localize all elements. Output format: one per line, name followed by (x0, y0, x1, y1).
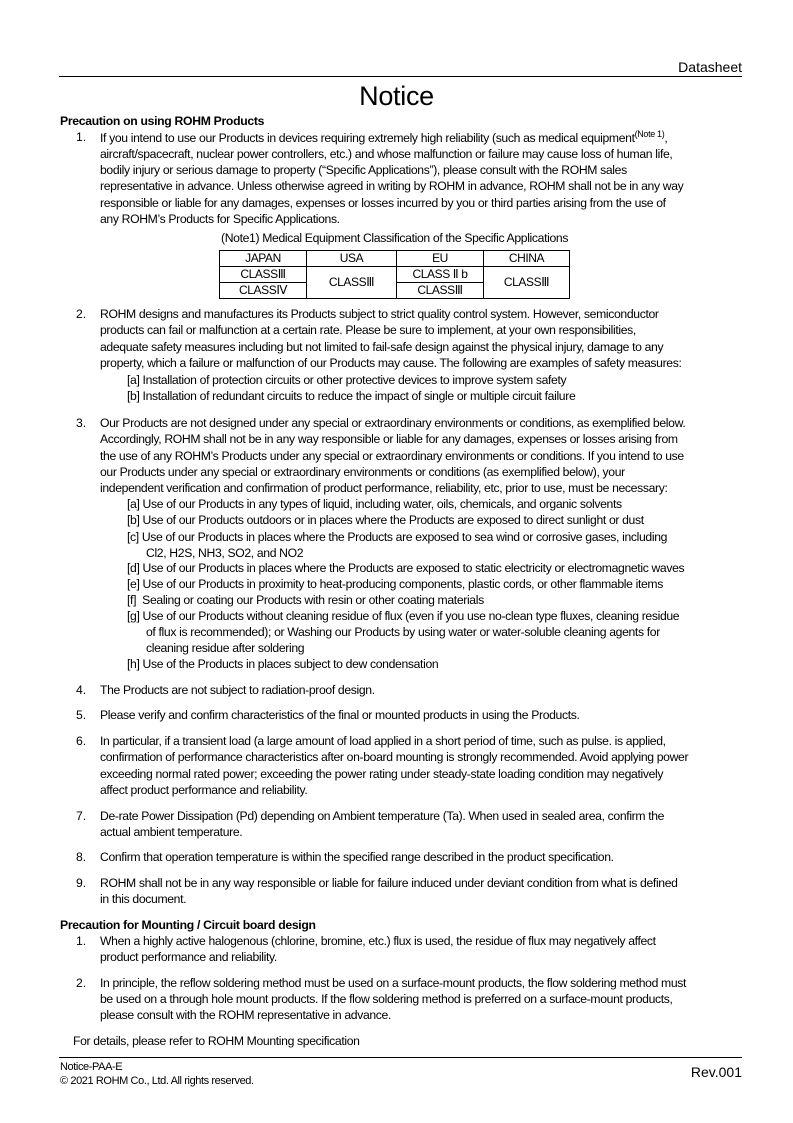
item-line: adequate safety measures including but not limited to fail-safe design against the physical injury, damage to any (100, 340, 664, 354)
sub-item: [b] Use of our Products outdoors or in places where the Products are exposed to direct sunlight or dust (127, 513, 644, 527)
item-line: In particular, if a transient load (a large amount of load applied in a short period of time, such as pulse. is applied, (100, 734, 666, 748)
table-header-cell: CHINA (484, 251, 570, 267)
item-number: 9. (76, 876, 87, 890)
item-line: any ROHM’s Products for Specific Applications. (100, 212, 340, 226)
item-line: exceeding normal rated power; exceeding the power rating under steady-state loading condition may negatively (100, 767, 664, 781)
item-line: representative in advance. Unless otherwise agreed in writing by ROHM in advance, ROHM shall not be in any way (100, 179, 684, 193)
item-number: 7. (76, 809, 87, 823)
item-line: affect product performance and reliability. (100, 783, 308, 797)
item-number: 6. (76, 734, 87, 748)
table-header-cell: EU (397, 251, 484, 267)
item-line: actual ambient temperature. (100, 825, 243, 839)
item-line (100, 130, 667, 146)
revision-label: Rev.001 (690, 1064, 742, 1080)
item-number: 1. (76, 130, 87, 144)
sub-item: [g] Use of our Products without cleaning residue of flux (even if you use no-clean type fluxes, cleaning residue (127, 609, 680, 623)
sub-item: [f] Sealing or coating our Products with resin or other coating materials (127, 593, 484, 607)
item-line: Please verify and confirm characteristics of the final or mounted products in using the Products. (100, 708, 580, 722)
item-text: If you intend to use our Products in devices requiring extremely high reliability (such as medical equipment (100, 131, 635, 145)
item-number: 2. (76, 976, 87, 990)
sub-item: [d] Use of our Products in places where the Products are exposed to static electricity or electromagnetic waves (127, 561, 685, 575)
item-line: Our Products are not designed under any special or extraordinary environments or conditions, as exemplified below. (100, 416, 686, 430)
item-line: ROHM shall not be in any way responsible or liable for failure induced under deviant condition from what is defined (100, 876, 678, 890)
document-type-label: Datasheet (678, 59, 742, 75)
sub-item: [e] Use of our Products in proximity to heat-producing components, plastic cords, or other flammable items (127, 577, 663, 591)
note-table-caption: (Note1) Medical Equipment Classification of the Specific Applications (221, 231, 569, 245)
table-cell-eu: CLASS Ⅱ b (397, 267, 484, 283)
item-line: product performance and reliability. (100, 950, 277, 964)
item-line: please consult with the ROHM representative in advance. (100, 1008, 392, 1022)
table-cell-japan: CLASSⅣ (220, 283, 307, 299)
item-line: responsible or liable for any damages, expenses or losses incurred by you or third parties arising from the use of (100, 196, 666, 210)
table-cell-usa: CLASSⅢ (307, 267, 397, 299)
item-line: When a highly active halogenous (chlorine, bromine, etc.) flux is used, the residue of flux may negatively affect (100, 934, 656, 948)
item-line: Accordingly, ROHM shall not be in any way responsible or liable for any damages, expenses or losses arising from (100, 432, 678, 446)
section-heading-products: Precaution on using ROHM Products (60, 114, 265, 128)
item-line: be used on a through hole mount products. If the flow soldering method is preferred on a surface-mount products, (100, 992, 673, 1006)
mounting-spec-reference: For details, please refer to ROHM Mounting specification (73, 1034, 360, 1048)
item-line: In principle, the reflow soldering method must be used on a surface-mount products, the flow soldering method must (100, 976, 687, 990)
header-rule (59, 76, 742, 77)
sub-item: [b] Installation of redundant circuits to reduce the impact of single or multiple circuit failure (127, 389, 576, 403)
medical-classification-table (219, 250, 570, 299)
item-line: The Products are not subject to radiation-proof design. (100, 683, 375, 697)
section-heading-mounting: Precaution for Mounting / Circuit board design (60, 918, 316, 932)
item-number: 8. (76, 850, 87, 864)
table-cell-eu: CLASSⅢ (397, 283, 484, 299)
page-title: Notice (359, 81, 434, 111)
item-number: 1. (76, 934, 87, 948)
item-number: 4. (76, 683, 87, 697)
sub-item-continuation: cleaning residue after soldering (146, 641, 305, 655)
item-line: confirmation of performance characteristics after on-board mounting is strongly recommended. Avoid applying power (100, 750, 689, 764)
item-line: Confirm that operation temperature is within the specified range described in the product specification. (100, 850, 614, 864)
item-number: 5. (76, 708, 87, 722)
sub-item: [h] Use of the Products in places subject to dew condensation (127, 657, 439, 671)
footer-rule (59, 1057, 742, 1058)
table-cell-japan: CLASSⅢ (220, 267, 307, 283)
document-code: Notice-PAA-E (60, 1061, 123, 1073)
item-line: aircraft/spacecraft, nuclear power controllers, etc.) and whose malfunction or failure may cause loss of human life, (100, 147, 673, 161)
table-header-row (220, 251, 570, 267)
sub-item-continuation: of flux is recommended); or Washing our Products by using water or water-soluble cleaning agents for (146, 625, 660, 639)
table-cell-china: CLASSⅢ (484, 267, 570, 299)
item-line: bodily injury or serious damage to property (“Specific Applications”), please consult with the ROHM sales (100, 163, 627, 177)
item-number: 2. (76, 307, 87, 321)
item-line: independent verification and confirmation of product performance, reliability, etc, prior to use, must be necessary: (100, 481, 668, 495)
item-line: the use of any ROHM’s Products under any special or extraordinary environments or conditions. If you intend to use (100, 449, 684, 463)
sub-item-continuation: Cl2, H2S, NH3, SO2, and NO2 (146, 546, 304, 560)
item-line: in this document. (100, 892, 187, 906)
item-line: ROHM designs and manufactures its Products subject to strict quality control system. However, semiconductor (100, 307, 659, 321)
item-text: , (664, 131, 668, 145)
item-line: De-rate Power Dissipation (Pd) depending on Ambient temperature (Ta). When used in sealed area, confirm the (100, 809, 665, 823)
table-row (220, 267, 570, 283)
sub-item: [c] Use of our Products in places where the Products are exposed to sea wind or corrosive gases, including (127, 530, 668, 544)
item-line: products can fail or malfunction at a certain rate. Please be sure to implement, at your own responsibilities, (100, 323, 636, 337)
item-line: property, which a failure or malfunction of our Products may cause. The following are examples of safety measures: (100, 356, 682, 370)
copyright-notice: © 2021 ROHM Co., Ltd. All rights reserved. (60, 1075, 254, 1087)
note-reference: (Note 1) (634, 129, 665, 139)
table-header-cell: JAPAN (220, 251, 307, 267)
table-header-cell: USA (307, 251, 397, 267)
sub-item: [a] Installation of protection circuits or other protective devices to improve system safety (127, 373, 567, 387)
item-number: 3. (76, 416, 87, 430)
item-line: our Products under any special or extraordinary environments or conditions (as exemplified below), your (100, 465, 625, 479)
sub-item: [a] Use of our Products in any types of liquid, including water, oils, chemicals, and organic solvents (127, 497, 622, 511)
